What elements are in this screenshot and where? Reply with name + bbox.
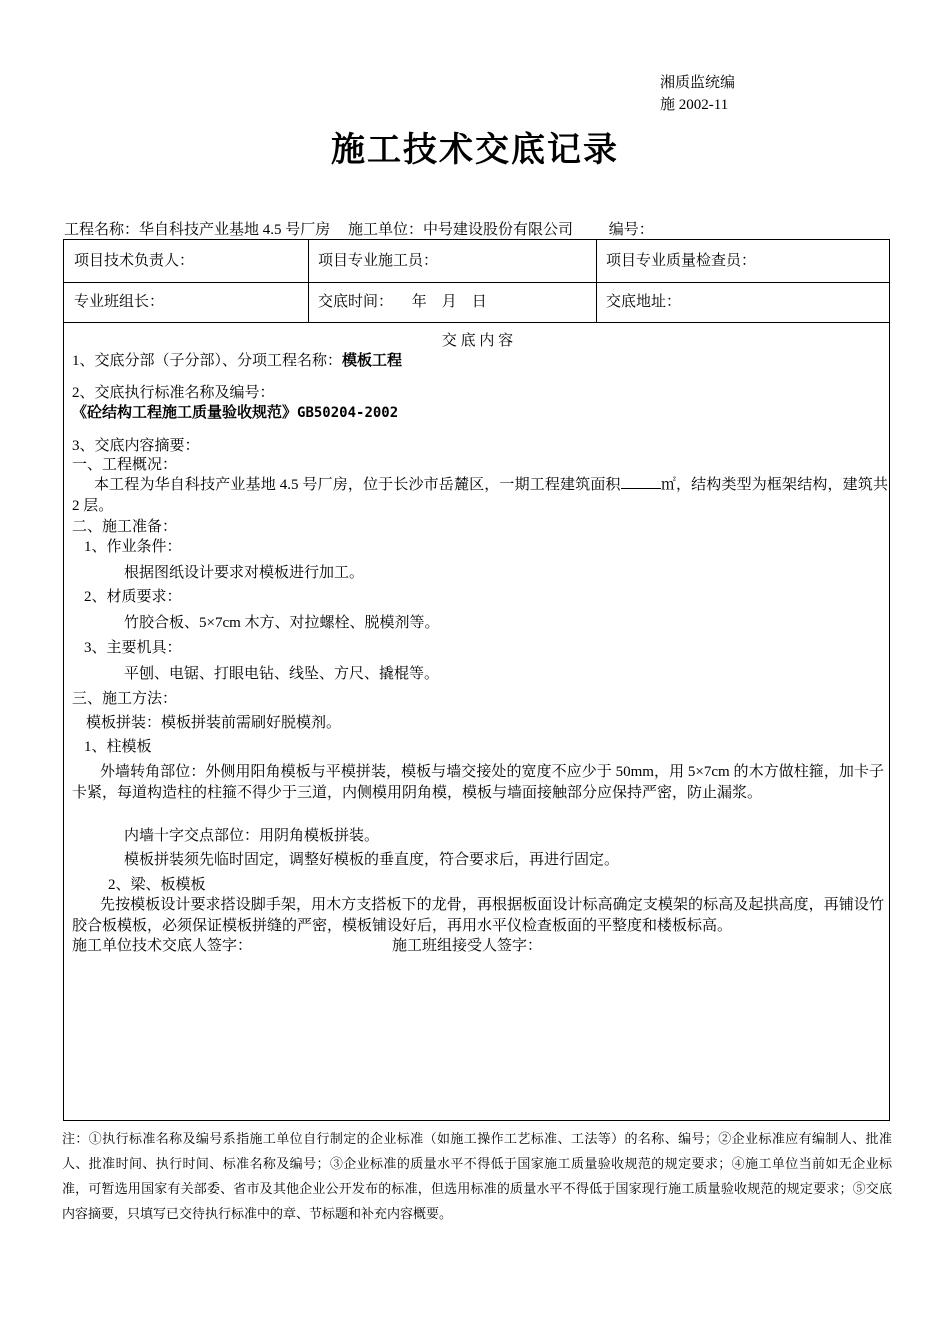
content-heading: 交 底 内 容 xyxy=(441,333,514,349)
project-name: 工程名称：华自科技产业基地 4.5 号厂房 xyxy=(64,222,331,238)
item-3: 3、交底内容摘要： xyxy=(72,438,200,454)
fixing-text: 模板拼装须先临时固定，调整好模板的垂直度，符合要求后，再进行固定。 xyxy=(124,852,620,868)
overview-text-b: ㎡，结构类型为框架结构，建筑共 2 层。 xyxy=(72,477,888,514)
footnote: 注：①执行标准名称及编号系指施工单位自行制定的企业标准（如施工操作工艺标准、工法等）的名称、编号；②企业标准应有编制人、批准人、批准时间、执行时间、标准名称及编号；③企业标准的质量水平不得低于国家施工质量验收规范的规定要求；④施工单位当前如无企业标准，可暂选用国家有关部委、省市及其他企业公开发布的标准，但选用标准的质量水平不得低于国家现行施工质量验收规范的规定要求；⑤交底内容摘要，只填写已交待执行标准中的章、节标题和补充内容概要。 xyxy=(62,1131,892,1221)
tools-text: 平刨、电锯、打眼电钻、线坠、方尺、撬棍等。 xyxy=(124,666,440,682)
work-conditions-text: 根据图纸设计要求对模板进行加工。 xyxy=(124,565,365,581)
standard-reference xyxy=(72,403,398,424)
record-table xyxy=(63,239,890,1121)
beam-slab-title: 2、梁、板模板 xyxy=(108,877,206,893)
materials-title: 2、材质要求： xyxy=(84,589,182,605)
beam-slab-text: 先按模板设计要求搭设脚手架，用木方支搭板下的龙骨，再根据板面设计标高确定支模架的标高及起拱高度，再铺设竹胶合板模板，必须保证模板拼缝的严密，模板铺设好后，再用水平仪检查板面的平整度和楼板标高。 xyxy=(72,897,884,934)
column-formwork-title: 1、柱模板 xyxy=(84,739,152,755)
overview-text-a: 本工程为华自科技产业基地 4.5 号厂房，位于长沙市岳麓区，一期工程建筑面积 xyxy=(94,477,621,493)
signature-discloser[interactable]: 施工单位技术交底人签字： xyxy=(72,938,253,954)
form-code-line1: 湘质监统编 xyxy=(660,75,736,91)
column-divider-1 xyxy=(308,240,309,322)
item-1-label: 1、交底分部（子分部）、分项工程名称： xyxy=(72,353,343,369)
inner-wall-text: 内墙十字交点部位：用阴角模板拼装。 xyxy=(124,828,380,844)
materials-text: 竹胶合板、5×7cm 木方、对拉螺栓、脱模剂等。 xyxy=(124,615,440,631)
project-info-line xyxy=(64,218,668,239)
record-number: 编号： xyxy=(608,222,654,238)
item-2: 2、交底执行标准名称及编号： xyxy=(72,385,275,401)
team-leader-field[interactable]: 专业班组长： xyxy=(74,294,165,310)
section-1-title: 一、工程概况： xyxy=(72,457,178,473)
standard-code: GB50204-2002 xyxy=(297,405,399,421)
signature-receiver[interactable]: 施工班组接受人签字： xyxy=(392,938,543,954)
tools-title: 3、主要机具： xyxy=(84,640,182,656)
construction-unit: 施工单位：中号建设股份有限公司 xyxy=(348,222,574,238)
form-code xyxy=(660,72,735,116)
construction-worker-field[interactable]: 项目专业施工员： xyxy=(318,253,439,269)
item-1 xyxy=(72,351,402,372)
standard-name: 《砼结构工程施工质量验收规范》 xyxy=(72,405,298,421)
tech-leader-field[interactable]: 项目技术负责人： xyxy=(74,253,195,269)
column-formwork-text: 外墙转角部位：外侧用阳角模板与平模拼装，模板与墙交接处的宽度不应少于 50mm，用 5×7cm 的木方做柱箍，加卡子卡紧，每道构造柱的柱箍不得少于三道，内侧模用阴角模，模板与墙面接触部分应保持严密，防止漏浆。 xyxy=(72,764,884,801)
area-blank xyxy=(621,474,661,489)
section-3-title: 三、施工方法： xyxy=(72,691,178,707)
work-conditions-title: 1、作业条件： xyxy=(84,539,182,555)
quality-inspector-field[interactable]: 项目专业质量检查员： xyxy=(606,253,757,269)
briefing-time-field[interactable]: 交底时间： 年 月 日 xyxy=(318,294,487,310)
item-1-value: 模板工程 xyxy=(342,353,403,369)
form-code-line2: 施 2002-11 xyxy=(660,97,729,113)
briefing-address-field[interactable]: 交底地址： xyxy=(606,294,682,310)
section-2-title: 二、施工准备： xyxy=(72,519,178,535)
page-title: 施工技术交底记录 xyxy=(331,132,619,169)
project-overview xyxy=(72,474,888,517)
assembly-intro: 模板拼装：模板拼装前需刷好脱模剂。 xyxy=(86,715,342,731)
column-divider-2 xyxy=(596,240,597,322)
